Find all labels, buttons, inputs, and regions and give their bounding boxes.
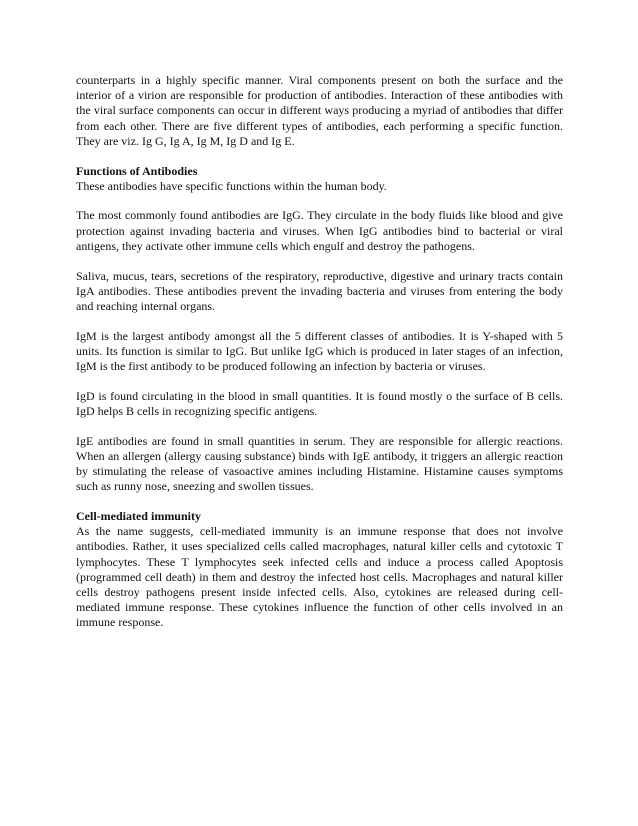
intro-paragraph: counterparts in a highly specific manner. Viral components present on both the surface and the interior of a virion are responsible for production of antibodies. Interaction of these antibodies with the viral surface components can occur in different ways producing a myriad of antibodies that differ from each other. There are five different types of antibodies, each performing a specific function. They are viz. Ig G, Ig A, Ig M, Ig D and Ig E. <box>76 73 563 148</box>
igg-paragraph: The most commonly found antibodies are IgG. They circulate in the body fluids like blood and give protection against invading bacteria and viruses. When IgG antibodies bind to bacterial or viral antigens, they activate other immune cells which engulf and destroy the pathogens. <box>76 208 563 253</box>
igm-paragraph: IgM is the largest antibody amongst all the 5 different classes of antibodies. It is Y-shaped with 5 units. Its function is similar to IgG. But unlike IgG which is produced in later stages of an infection, IgM is the first antibody to be produced following an infection by bacteria or viruses. <box>76 328 563 374</box>
cell-mediated-heading: Cell-mediated immunity <box>76 508 201 523</box>
cell-mediated-paragraph: As the name suggests, cell-mediated immunity is an immune response that does not involve antibodies. Rather, it uses specialized cells called macrophages, natural killer cells and cytotoxic T lymphocytes. These T lymphocytes seek infected cells and induce a process called Apoptosis (programmed cell death) in them and destroy the infected host cells. Macrophages and natural killer cells destroy pathogens present inside infected cells. Also, cytokines are released during cell-mediated immune response. These cytokines influence the function of other cells involved in an immune response. <box>76 524 563 630</box>
document-page <box>76 73 563 645</box>
ige-paragraph: IgE antibodies are found in small quantities in serum. They are responsible for allergic reactions. When an allergen (allergy causing substance) binds with IgE antibody, it triggers an allergic reaction by stimulating the release of vasoactive amines including Histamine. Histamine causes symptoms such as runny nose, sneezing and swollen tissues. <box>76 433 563 494</box>
functions-intro: These antibodies have specific functions within the human body. <box>76 178 387 193</box>
functions-section <box>76 164 563 495</box>
iga-paragraph: Saliva, mucus, tears, secretions of the respiratory, reproductive, digestive and urinary tracts contain IgA antibodies. These antibodies prevent the invading bacteria and viruses from entering the body and reaching internal organs. <box>76 268 563 313</box>
functions-heading: Functions of Antibodies <box>76 163 198 178</box>
cell-mediated-section <box>76 509 563 631</box>
igd-paragraph: IgD is found circulating in the blood in small quantities. It is found mostly o the surface of B cells. IgD helps B cells in recognizing specific antigens. <box>76 388 563 418</box>
